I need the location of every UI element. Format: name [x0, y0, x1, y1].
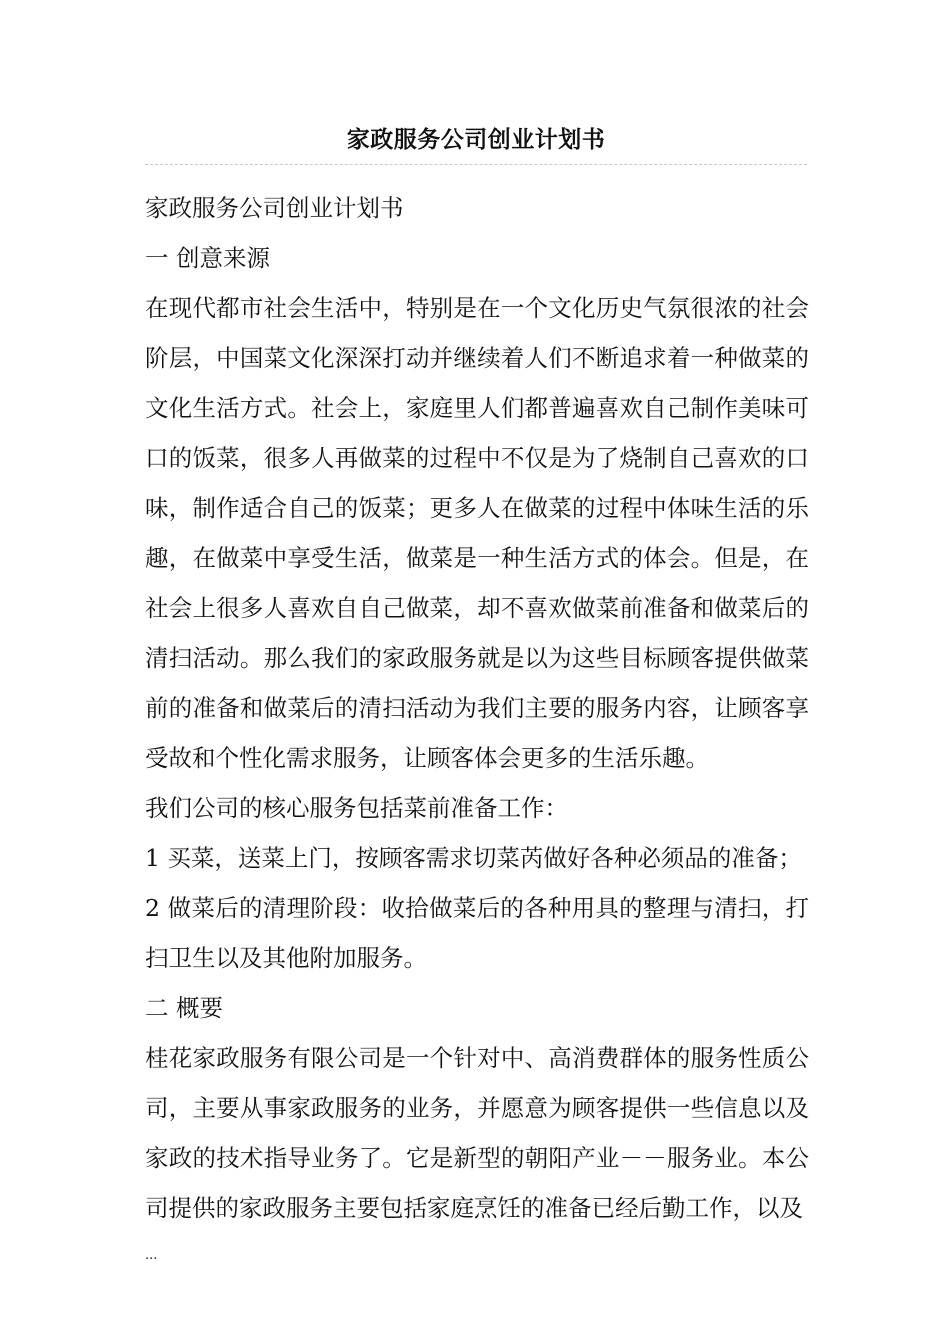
page-footer-ellipsis: ...	[145, 1248, 158, 1263]
title-divider	[145, 164, 807, 165]
core-service-item-1: 1 买菜，送菜上门，按顾客需求切菜芮做好各种必须品的准备；	[145, 844, 802, 872]
paragraph-overview: 桂花家政服务有限公司是一个针对中、高消费群体的服务性质公司，主要从事家政服务的业务，并愿意为顾客提供一些信息以及家政的技术指导业务了。它是新型的朝阳产业－－服务业。本公司提供的家政服务主要包括家庭烹饪的准备已经后勤工作，以及	[145, 1044, 809, 1222]
core-service-item-2: 2 做菜后的清理阶段：收拾做菜后的各种用具的整理与清扫，打扫卫生以及其他附加服务。	[145, 894, 809, 972]
core-services-intro: 我们公司的核心服务包括菜前准备工作：	[145, 794, 568, 822]
document-body	[145, 183, 809, 1233]
document-subtitle: 家政服务公司创业计划书	[145, 194, 404, 222]
section-heading-overview: 二 概要	[145, 994, 223, 1022]
section-heading-origin: 一 创意来源	[145, 244, 270, 272]
document-title: 家政服务公司创业计划书	[346, 126, 606, 153]
paragraph-origin: 在现代都市社会生活中，特别是在一个文化历史气氛很浓的社会阶层，中国菜文化深深打动并继续着人们不断追求着一种做菜的文化生活方式。社会上，家庭里人们都普遍喜欢自己制作美味可口的饭菜，很多人再做菜的过程中不仅是为了烧制自己喜欢的口味，制作适合自己的饭菜；更多人在做菜的过程中体味生活的乐趣，在做菜中享受生活，做菜是一种生活方式的体会。但是，在社会上很多人喜欢自自己做菜，却不喜欢做菜前准备和做菜后的清扫活动。那么我们的家政服务就是以为这些目标顾客提供做菜前的准备和做菜后的清扫活动为我们主要的服务内容，让顾客享受故和个性化需求服务，让顾客体会更多的生活乐趣。	[145, 294, 809, 772]
